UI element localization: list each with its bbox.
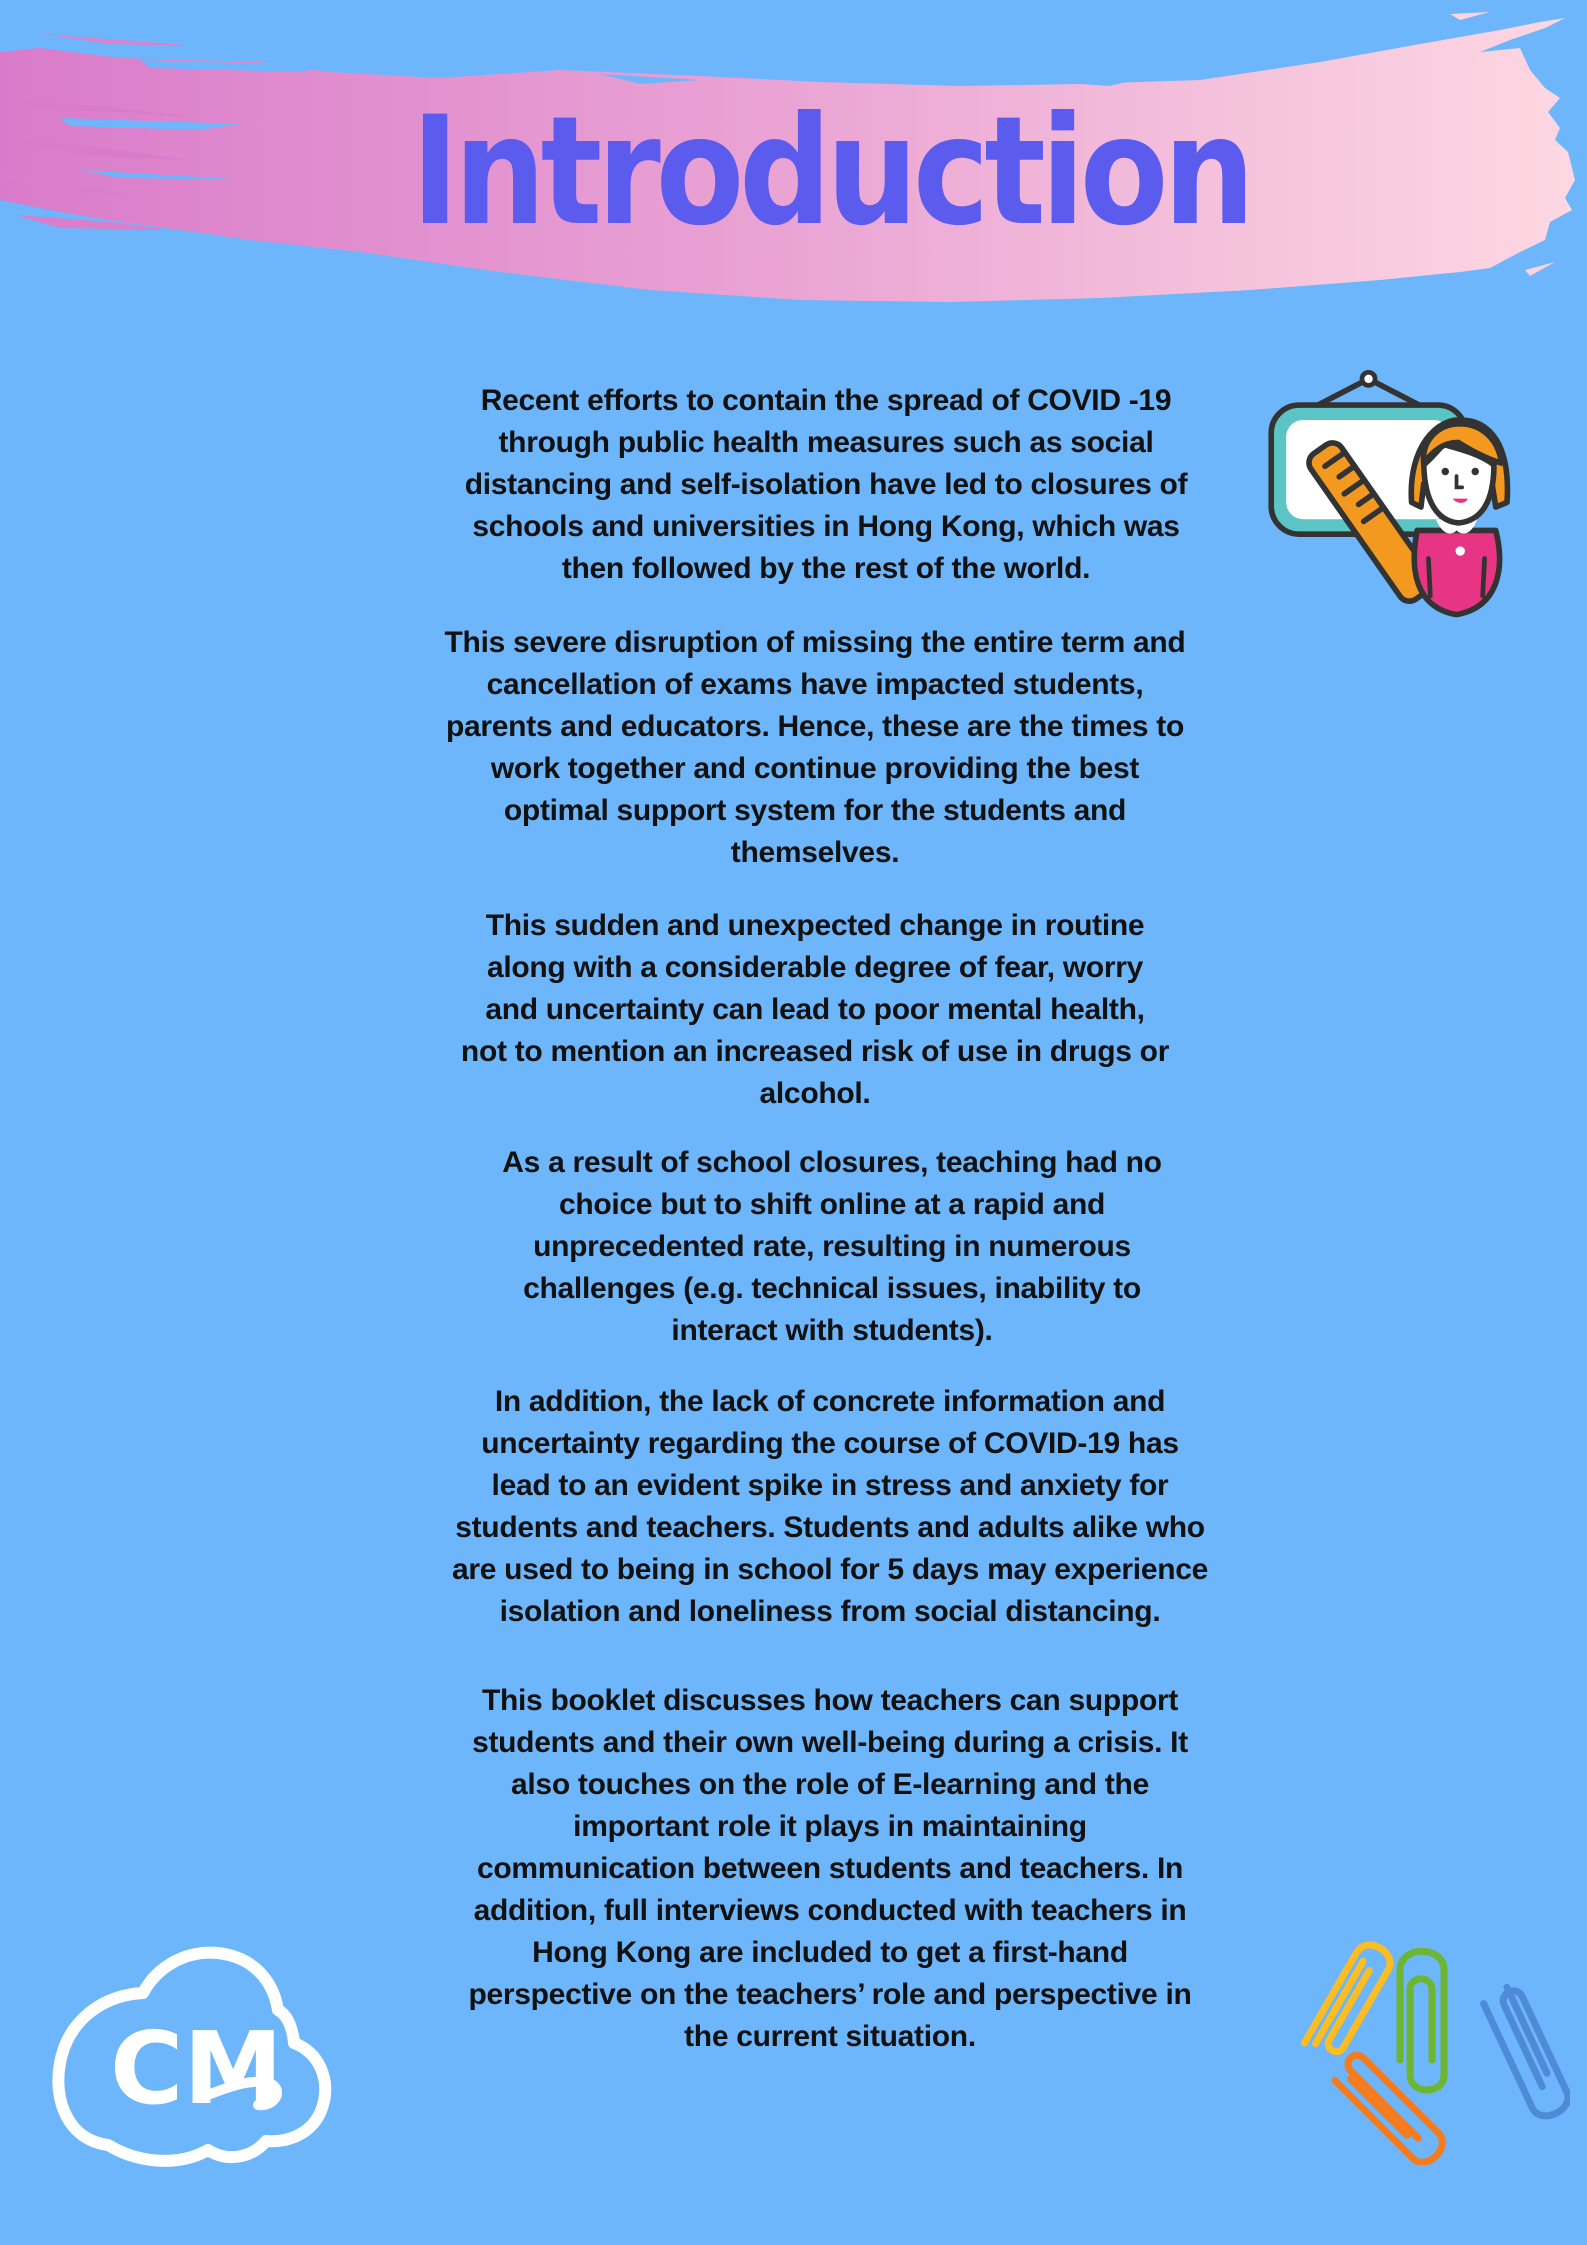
paragraph-line: students and their own well-being during a crisis. It [472,1726,1188,1759]
paragraph-line: challenges (e.g. technical issues, inability to [523,1272,1141,1305]
paperclip-blue-icon [1482,1983,1570,2121]
paragraph-line: Recent efforts to contain the spread of COVID -19 [480,384,1172,417]
paragraph-line: schools and universities in Hong Kong, which was [472,510,1180,543]
paragraph-line: through public health measures such as social [498,426,1154,459]
paragraph-line: This booklet discusses how teachers can support [481,1684,1179,1717]
paragraph-6 [400,1680,1260,2058]
paperclips-decoration [1295,1915,1570,2165]
page-title: Introduction [411,85,1250,259]
paragraph-line: uncertainty regarding the course of COVID-19 has [481,1427,1179,1460]
paragraph-line: optimal support system for the students and [503,794,1127,827]
paragraph-line: addition, full interviews conducted with teachers in [473,1894,1187,1927]
paragraph-line: cancellation of exams have impacted students, [486,668,1144,701]
paragraph-line: important role it plays in maintaining [573,1810,1087,1843]
paragraph-line: parents and educators. Hence, these are the times to [446,710,1184,743]
paragraph-line: Hong Kong are included to get a first-hand [532,1936,1128,1969]
paragraph-line: not to mention an increased risk of use in drugs or [460,1035,1170,1068]
paragraph-line: and uncertainty can lead to poor mental health, [485,993,1145,1026]
paperclip-green-icon [1400,1951,1444,2090]
paragraph-line: isolation and loneliness from social distancing. [499,1595,1161,1628]
paragraph-4 [402,1142,1262,1352]
paragraph-line: communication between students and teachers. In [476,1852,1184,1885]
paragraph-line: perspective on the teachers’ role and perspective in [468,1978,1192,2011]
paperclip-yellow-icon [1304,1939,1395,2061]
paragraph-5 [400,1381,1260,1633]
paragraph-2 [385,622,1245,874]
paragraph-line: then followed by the rest of the world. [561,552,1091,585]
paragraph-line: This sudden and unexpected change in routine [485,909,1145,942]
paragraph-line: choice but to shift online at a rapid and [558,1188,1106,1221]
teacher-with-whiteboard-icon [1256,362,1526,624]
paragraph-line: distancing and self-isolation have led to closures of [464,468,1188,501]
paragraph-line: students and teachers. Students and adults alike who [455,1511,1205,1544]
paragraph-line: work together and continue providing the best [490,752,1140,785]
paragraph-3 [385,905,1245,1115]
logo-text: CM [110,2010,283,2127]
paragraph-line: interact with students). [671,1314,993,1347]
paragraph-line: This severe disruption of missing the entire term and [444,626,1186,659]
paragraph-line: lead to an evident spike in stress and anxiety for [491,1469,1169,1502]
paragraph-line: alcohol. [759,1077,871,1110]
paragraph-line: As a result of school closures, teaching had no [502,1146,1162,1179]
paragraph-1 [396,380,1256,590]
paragraph-line: themselves. [730,836,900,869]
paragraph-line: along with a considerable degree of fear, worry [486,951,1144,984]
paperclip-orange-icon [1331,2051,1448,2165]
cm-cloud-logo [48,1935,338,2180]
paragraph-line: unprecedented rate, resulting in numerous [533,1230,1131,1263]
paragraph-line: the current situation. [684,2020,976,2053]
paragraph-line: also touches on the role of E-learning and the [511,1768,1149,1801]
paragraph-line: are used to being in school for 5 days may experience [451,1553,1209,1586]
paragraph-line: In addition, the lack of concrete information and [494,1385,1166,1418]
